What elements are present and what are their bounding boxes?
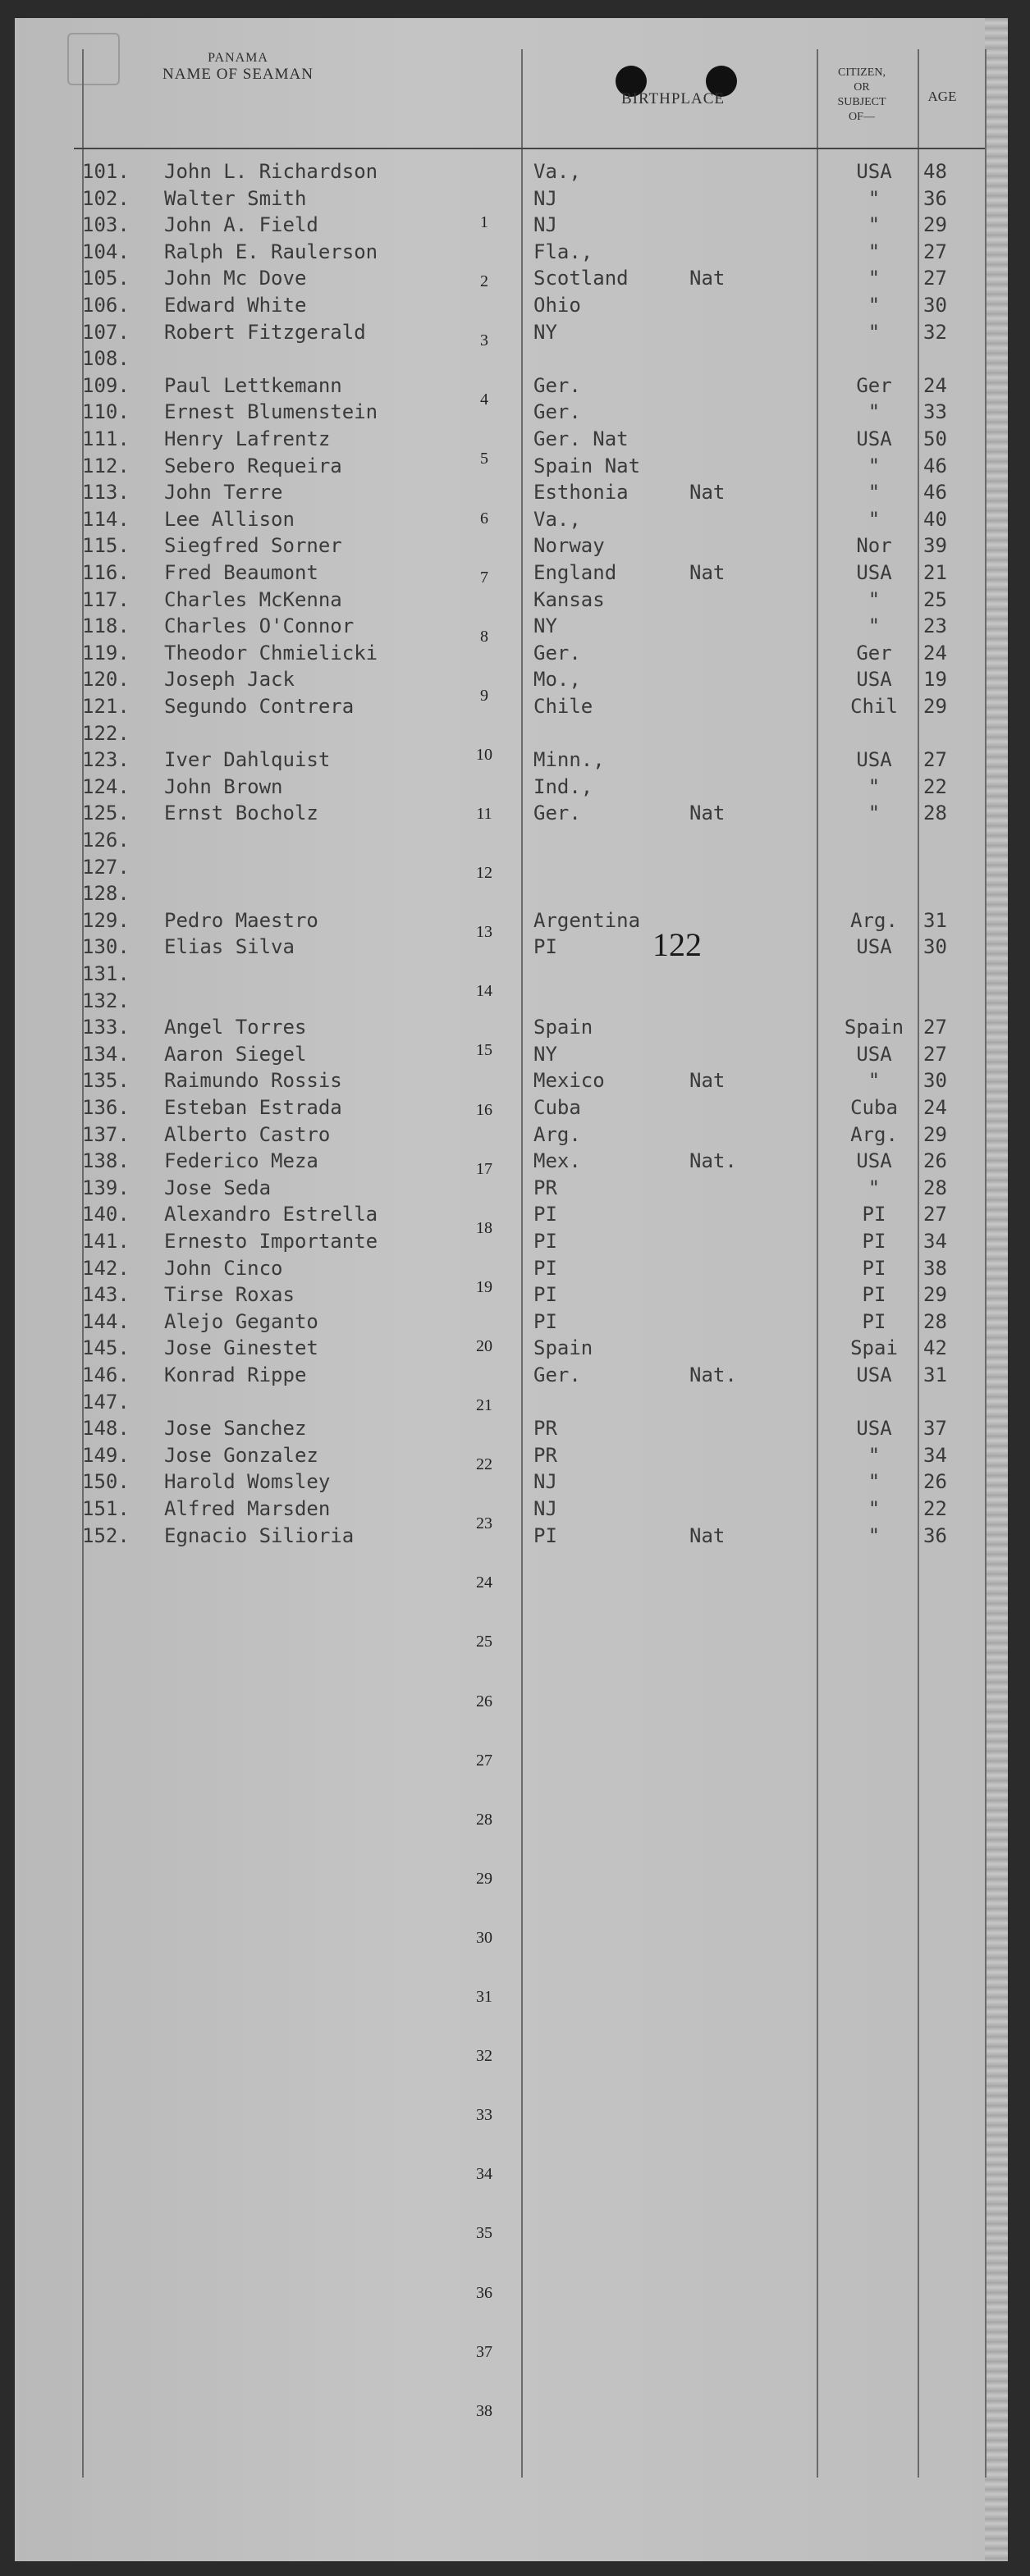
printed-line-number: 22 — [476, 1455, 492, 1473]
citizen-value: PI — [862, 1230, 886, 1253]
age-value: 31 — [923, 909, 947, 932]
birthplace-value: NJ — [533, 1497, 557, 1520]
age-value: 32 — [923, 321, 947, 344]
seaman-name: Elias Silva — [164, 935, 295, 958]
printed-line-number: 38 — [476, 2402, 492, 2420]
printed-line-number: 2 — [480, 272, 488, 290]
citizen-value: PI — [862, 1283, 886, 1306]
printed-line-number: 17 — [476, 1160, 492, 1178]
seaman-name: John Brown — [164, 775, 283, 798]
citizen-value: USA — [856, 160, 892, 183]
citizen-value: " — [867, 267, 881, 290]
citizen-value: " — [867, 481, 881, 504]
row-number: 128. — [82, 882, 130, 905]
birthplace-value: Esthonia — [533, 481, 629, 504]
age-value: 27 — [923, 1016, 947, 1039]
row-number: 107. — [82, 321, 130, 344]
seaman-name: Fred Beaumont — [164, 561, 318, 584]
citizen-value: USA — [856, 748, 892, 771]
seaman-name: Pedro Maestro — [164, 909, 318, 932]
seaman-name: Harold Womsley — [164, 1470, 331, 1493]
printed-line-number: 34 — [476, 2165, 492, 2183]
birthplace-value: Fla., — [533, 240, 593, 263]
printed-line-number: 25 — [476, 1633, 492, 1651]
naturalized-mark: Nat — [689, 481, 726, 504]
birthplace-value: NY — [533, 321, 557, 344]
age-value: 29 — [923, 213, 947, 236]
citizen-value: Spain — [844, 1016, 904, 1039]
row-number: 114. — [82, 508, 130, 531]
row-number: 133. — [82, 1016, 130, 1039]
header-name-line2: NAME OF SEAMAN — [163, 66, 314, 83]
seaman-name: John A. Field — [164, 213, 318, 236]
citizen-value: USA — [856, 1043, 892, 1066]
citizen-value: " — [867, 1470, 881, 1493]
row-number: 136. — [82, 1096, 130, 1119]
citizen-value: PI — [862, 1203, 886, 1226]
printed-line-number: 29 — [476, 1870, 492, 1888]
header-citizen — [813, 66, 911, 125]
row-number: 118. — [82, 614, 130, 637]
birthplace-value: England — [533, 561, 617, 584]
age-value: 38 — [923, 1257, 947, 1280]
printed-line-number: 30 — [476, 1929, 492, 1947]
seaman-name: Walter Smith — [164, 187, 307, 210]
citizen-value: Arg. — [850, 1123, 898, 1146]
birthplace-value: Mex. — [533, 1149, 581, 1172]
age-value: 29 — [923, 1283, 947, 1306]
row-number: 109. — [82, 374, 130, 397]
printed-line-number: 12 — [476, 864, 492, 882]
seaman-name: Ernest Blumenstein — [164, 400, 378, 423]
row-number: 116. — [82, 561, 130, 584]
citizen-value: " — [867, 321, 881, 344]
printed-line-number: 9 — [480, 687, 488, 705]
printed-line-number: 10 — [476, 746, 492, 764]
birthplace-value: Chile — [533, 695, 593, 718]
seaman-name: Henry Lafrentz — [164, 427, 331, 450]
citizen-value: USA — [856, 668, 892, 691]
citizen-value: " — [867, 240, 881, 263]
seaman-name: Alberto Castro — [164, 1123, 331, 1146]
seaman-name: Jose Sanchez — [164, 1417, 307, 1440]
printed-line-number: 31 — [476, 1988, 492, 2006]
age-value: 37 — [923, 1417, 947, 1440]
header-citizen-line4: OF— — [849, 111, 875, 123]
seaman-name: Jose Seda — [164, 1176, 272, 1199]
birthplace-value: PI — [533, 935, 557, 958]
citizen-value: PI — [862, 1310, 886, 1333]
row-number: 106. — [82, 294, 130, 317]
printed-line-number: 18 — [476, 1219, 492, 1237]
seaman-name: Jose Ginestet — [164, 1336, 318, 1359]
printed-line-number: 5 — [480, 450, 488, 468]
citizen-value: " — [867, 1069, 881, 1092]
seaman-name: Alfred Marsden — [164, 1497, 331, 1520]
seaman-name: Sebero Requeira — [164, 454, 342, 477]
row-number: 141. — [82, 1230, 130, 1253]
birthplace-value: NJ — [533, 1470, 557, 1493]
row-number: 148. — [82, 1417, 130, 1440]
birthplace-value: PR — [533, 1417, 557, 1440]
row-number: 140. — [82, 1203, 130, 1226]
header-name-of-seaman — [123, 51, 353, 84]
row-number: 102. — [82, 187, 130, 210]
printed-line-number: 6 — [480, 509, 488, 528]
row-number: 101. — [82, 160, 130, 183]
citizen-value: " — [867, 187, 881, 210]
citizen-value: " — [867, 588, 881, 611]
seaman-name: Siegfred Sorner — [164, 534, 342, 557]
row-number: 122. — [82, 722, 130, 745]
printed-line-number: 24 — [476, 1573, 492, 1592]
row-number: 143. — [82, 1283, 130, 1306]
birthplace-value: Ger. — [533, 374, 581, 397]
age-value: 25 — [923, 588, 947, 611]
age-value: 19 — [923, 668, 947, 691]
seaman-name: Theodor Chmielicki — [164, 642, 378, 665]
printed-line-number: 15 — [476, 1041, 492, 1059]
birthplace-value: Minn., — [533, 748, 605, 771]
citizen-value: USA — [856, 561, 892, 584]
age-value: 36 — [923, 187, 947, 210]
age-value: 27 — [923, 1043, 947, 1066]
printed-line-number: 7 — [480, 569, 488, 587]
birthplace-value: Spain Nat — [533, 454, 641, 477]
printed-line-number: 13 — [476, 923, 492, 941]
seaman-name: Raimundo Rossis — [164, 1069, 342, 1092]
age-value: 28 — [923, 1176, 947, 1199]
torn-edge — [985, 18, 1008, 2561]
age-value: 29 — [923, 1123, 947, 1146]
row-number: 111. — [82, 427, 130, 450]
row-number: 117. — [82, 588, 130, 611]
birthplace-value: PR — [533, 1444, 557, 1467]
age-value: 28 — [923, 802, 947, 824]
birthplace-value: PI — [533, 1310, 557, 1333]
birthplace-value: NY — [533, 1043, 557, 1066]
birthplace-value: NJ — [533, 187, 557, 210]
birthplace-value: Ger. — [533, 642, 581, 665]
seaman-name: Iver Dahlquist — [164, 748, 331, 771]
printed-line-number: 26 — [476, 1692, 492, 1710]
seaman-name: Ernst Bocholz — [164, 802, 318, 824]
citizen-value: " — [867, 508, 881, 531]
citizen-value: " — [867, 1524, 881, 1547]
printed-line-number: 27 — [476, 1752, 492, 1770]
column-divider-birthplace — [521, 49, 523, 2478]
birthplace-value: Spain — [533, 1016, 593, 1039]
row-number: 105. — [82, 267, 130, 290]
birthplace-value: PI — [533, 1203, 557, 1226]
age-value: 30 — [923, 1069, 947, 1092]
birthplace-value: Cuba — [533, 1096, 581, 1119]
age-value: 29 — [923, 695, 947, 718]
seaman-name: Joseph Jack — [164, 668, 295, 691]
birthplace-value: Spain — [533, 1336, 593, 1359]
seaman-name: John Terre — [164, 481, 283, 504]
row-number: 135. — [82, 1069, 130, 1092]
naturalized-mark: Nat. — [689, 1363, 737, 1386]
citizen-value: Arg. — [850, 909, 898, 932]
row-number: 144. — [82, 1310, 130, 1333]
row-number: 113. — [82, 481, 130, 504]
seaman-name: Segundo Contrera — [164, 695, 355, 718]
birthplace-value: Ger. Nat — [533, 427, 629, 450]
citizen-value: Nor — [856, 534, 892, 557]
citizen-value: " — [867, 1444, 881, 1467]
citizen-value: " — [867, 614, 881, 637]
row-number: 146. — [82, 1363, 130, 1386]
citizen-value: " — [867, 802, 881, 824]
citizen-value: USA — [856, 1417, 892, 1440]
naturalized-mark: Nat. — [689, 1149, 737, 1172]
printed-line-number: 28 — [476, 1811, 492, 1829]
naturalized-mark: Nat — [689, 267, 726, 290]
row-number: 134. — [82, 1043, 130, 1066]
printed-line-number: 19 — [476, 1278, 492, 1296]
citizen-value: " — [867, 1176, 881, 1199]
row-number: 147. — [82, 1391, 130, 1414]
row-number: 145. — [82, 1336, 130, 1359]
seaman-name: Lee Allison — [164, 508, 295, 531]
age-value: 23 — [923, 614, 947, 637]
printed-line-number: 36 — [476, 2284, 492, 2302]
seaman-name: Ernesto Importante — [164, 1230, 378, 1253]
row-number: 138. — [82, 1149, 130, 1172]
row-number: 126. — [82, 829, 130, 852]
row-number: 120. — [82, 668, 130, 691]
printed-line-number: 4 — [480, 391, 488, 409]
citizen-value: Spai — [850, 1336, 898, 1359]
seaman-name: John Mc Dove — [164, 267, 307, 290]
age-value: 50 — [923, 427, 947, 450]
row-number: 121. — [82, 695, 130, 718]
printed-line-number: 14 — [476, 982, 492, 1000]
row-number: 119. — [82, 642, 130, 665]
citizen-value: " — [867, 400, 881, 423]
age-value: 26 — [923, 1149, 947, 1172]
age-value: 30 — [923, 935, 947, 958]
row-number: 132. — [82, 989, 130, 1012]
printed-line-number: 16 — [476, 1101, 492, 1119]
age-value: 27 — [923, 240, 947, 263]
printed-line-number: 35 — [476, 2224, 492, 2242]
age-value: 22 — [923, 775, 947, 798]
printed-line-number: 8 — [480, 628, 488, 646]
seaman-name: Konrad Rippe — [164, 1363, 307, 1386]
row-number: 142. — [82, 1257, 130, 1280]
header-citizen-line3: SUBJECT — [837, 96, 886, 108]
row-number: 127. — [82, 856, 130, 879]
birthplace-value: Kansas — [533, 588, 605, 611]
citizen-value: USA — [856, 935, 892, 958]
row-number: 149. — [82, 1444, 130, 1467]
seaman-name: Ralph E. Raulerson — [164, 240, 378, 263]
row-number: 139. — [82, 1176, 130, 1199]
age-value: 39 — [923, 534, 947, 557]
birthplace-value: Ger. — [533, 400, 581, 423]
header-birthplace: BIRTHPLACE — [620, 90, 726, 107]
column-divider-right — [985, 49, 987, 2478]
birthplace-value: Arg. — [533, 1123, 581, 1146]
birthplace-value: Argentina — [533, 909, 641, 932]
seaman-name: Robert Fitzgerald — [164, 321, 366, 344]
citizen-value: USA — [856, 427, 892, 450]
printed-line-number: 33 — [476, 2106, 492, 2124]
age-value: 30 — [923, 294, 947, 317]
age-value: 22 — [923, 1497, 947, 1520]
age-value: 48 — [923, 160, 947, 183]
age-value: 40 — [923, 508, 947, 531]
seaman-name: Tirse Roxas — [164, 1283, 295, 1306]
seaman-name: Alejo Geganto — [164, 1310, 318, 1333]
seaman-name: Edward White — [164, 294, 307, 317]
header-citizen-line2: OR — [854, 81, 870, 94]
seaman-name: John L. Richardson — [164, 160, 378, 183]
row-number: 103. — [82, 213, 130, 236]
printed-line-number: 1 — [480, 213, 488, 231]
header-name-line1: PANAMA — [208, 51, 268, 65]
citizen-value: Chil — [850, 695, 898, 718]
birthplace-value: Ohio — [533, 294, 581, 317]
seaman-name: Esteban Estrada — [164, 1096, 342, 1119]
age-value: 24 — [923, 642, 947, 665]
row-number: 130. — [82, 935, 130, 958]
citizen-value: " — [867, 213, 881, 236]
age-value: 34 — [923, 1444, 947, 1467]
age-value: 27 — [923, 267, 947, 290]
age-value: 26 — [923, 1470, 947, 1493]
citizen-value: " — [867, 1497, 881, 1520]
printed-line-number: 3 — [480, 331, 488, 349]
citizen-value: " — [867, 454, 881, 477]
age-value: 28 — [923, 1310, 947, 1333]
printed-line-number: 21 — [476, 1396, 492, 1414]
birthplace-value: Ger. — [533, 802, 581, 824]
age-value: 46 — [923, 454, 947, 477]
age-value: 36 — [923, 1524, 947, 1547]
naturalized-mark: Nat — [689, 561, 726, 584]
birthplace-value: NJ — [533, 213, 557, 236]
row-number: 150. — [82, 1470, 130, 1493]
citizen-value: " — [867, 294, 881, 317]
naturalized-mark: Nat — [689, 802, 726, 824]
seaman-name: Federico Meza — [164, 1149, 318, 1172]
birthplace-value: PI — [533, 1230, 557, 1253]
citizen-value: Ger — [856, 642, 892, 665]
citizen-value: Ger — [856, 374, 892, 397]
age-value: 42 — [923, 1336, 947, 1359]
row-number: 125. — [82, 802, 130, 824]
citizen-value: USA — [856, 1149, 892, 1172]
row-number: 129. — [82, 909, 130, 932]
age-value: 33 — [923, 400, 947, 423]
age-value: 31 — [923, 1363, 947, 1386]
seaman-name: Charles McKenna — [164, 588, 342, 611]
printed-line-number: 37 — [476, 2343, 492, 2361]
row-number: 115. — [82, 534, 130, 557]
birthplace-value: Norway — [533, 534, 605, 557]
birthplace-value: PI — [533, 1257, 557, 1280]
birthplace-value: Mo., — [533, 668, 581, 691]
row-number: 137. — [82, 1123, 130, 1146]
seaman-name: Alexandro Estrella — [164, 1203, 378, 1226]
age-value: 24 — [923, 1096, 947, 1119]
seaman-name: Jose Gonzalez — [164, 1444, 318, 1467]
row-number: 123. — [82, 748, 130, 771]
printed-line-number: 20 — [476, 1337, 492, 1355]
seaman-name: Angel Torres — [164, 1016, 307, 1039]
birthplace-value: PR — [533, 1176, 557, 1199]
header-age: AGE — [927, 89, 957, 104]
citizen-value: PI — [862, 1257, 886, 1280]
birthplace-value: PI — [533, 1524, 557, 1547]
printed-line-number: 32 — [476, 2047, 492, 2065]
row-number: 124. — [82, 775, 130, 798]
naturalized-mark: Nat — [689, 1524, 726, 1547]
naturalized-mark: Nat — [689, 1069, 726, 1092]
citizen-value: " — [867, 775, 881, 798]
birthplace-value: PI — [533, 1283, 557, 1306]
birthplace-value: NY — [533, 614, 557, 637]
age-value: 46 — [923, 481, 947, 504]
row-number: 152. — [82, 1524, 130, 1547]
birthplace-value: Va., — [533, 508, 581, 531]
seaman-name: Charles O'Connor — [164, 614, 355, 637]
row-number: 112. — [82, 454, 130, 477]
age-value: 27 — [923, 1203, 947, 1226]
seaman-name: John Cinco — [164, 1257, 283, 1280]
column-divider-citizen — [817, 49, 818, 2478]
age-value: 24 — [923, 374, 947, 397]
birthplace-value: Mexico — [533, 1069, 605, 1092]
birthplace-value: Va., — [533, 160, 581, 183]
header-citizen-line1: CITIZEN, — [838, 66, 886, 79]
birthplace-value: Scotland — [533, 267, 629, 290]
row-number: 108. — [82, 347, 130, 370]
birthplace-value: Ind., — [533, 775, 593, 798]
age-value: 34 — [923, 1230, 947, 1253]
seaman-name: Egnacio Silioria — [164, 1524, 355, 1547]
citizen-value: USA — [856, 1363, 892, 1386]
row-number: 110. — [82, 400, 130, 423]
row-number: 131. — [82, 962, 130, 985]
row-number: 151. — [82, 1497, 130, 1520]
printed-line-number: 11 — [476, 805, 492, 823]
age-value: 27 — [923, 748, 947, 771]
seaman-name: Paul Lettkemann — [164, 374, 342, 397]
handwritten-stamp-number: 122 — [652, 926, 702, 963]
age-value: 21 — [923, 561, 947, 584]
printed-line-number: 23 — [476, 1514, 492, 1532]
seaman-name: Aaron Siegel — [164, 1043, 307, 1066]
citizen-value: Cuba — [850, 1096, 898, 1119]
birthplace-value: Ger. — [533, 1363, 581, 1386]
row-number: 104. — [82, 240, 130, 263]
